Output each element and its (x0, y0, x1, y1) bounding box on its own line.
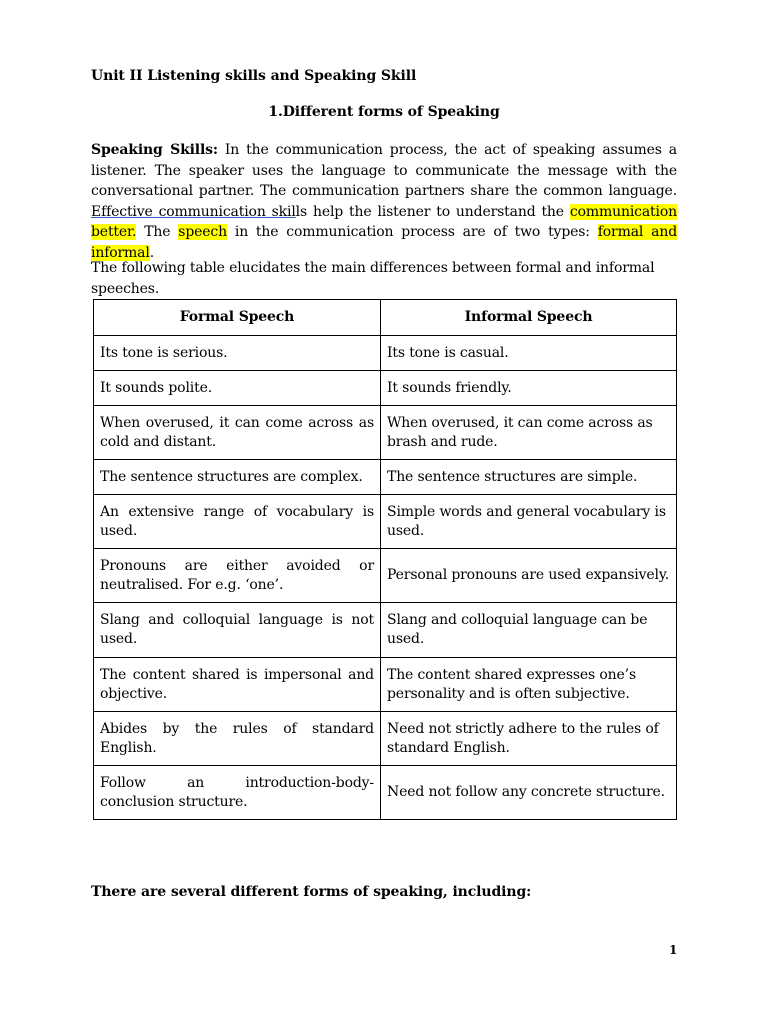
table-row (94, 371, 677, 406)
paragraph-text-3: ls help the listener to understand the (295, 203, 570, 220)
informal-cell: Personal pronouns are used expansively. (381, 549, 677, 603)
formal-cell: Pronouns are either avoided or neutralised. For e.g. ‘one’. (94, 549, 381, 603)
table-row (94, 603, 677, 658)
informal-cell: The sentence structures are simple. (381, 460, 677, 495)
table-row (94, 495, 677, 549)
paragraph-text-2: Effective communication skil (91, 203, 296, 220)
speaking-skills-paragraph (91, 140, 677, 263)
informal-cell: The content shared expresses one’s personality and is often subjective. (381, 658, 677, 712)
unit-title: Unit II Listening skills and Speaking Skill (91, 68, 417, 84)
informal-cell: Its tone is casual. (381, 336, 677, 371)
table-intro: The following table elucidates the main differences between formal and informal speeches. (91, 260, 655, 297)
formal-cell: Slang and colloquial language is not used. (94, 603, 381, 658)
formal-cell: When overused, it can come across as cold and distant. (94, 406, 381, 460)
paragraph-text-5: The (136, 224, 179, 240)
table-row (94, 460, 677, 495)
section-title: 1.Different forms of Speaking (268, 104, 500, 120)
table-row (94, 712, 677, 766)
informal-cell: Slang and colloquial language can be used. (381, 603, 677, 658)
page-number: 1 (669, 943, 678, 957)
table-row (94, 549, 677, 603)
informal-cell: Need not follow any concrete structure. (381, 766, 677, 820)
table-row (94, 766, 677, 820)
informal-cell: When overused, it can come across as brash and rude. (381, 406, 677, 460)
formal-cell: Abides by the rules of standard English. (94, 712, 381, 766)
table-row (94, 406, 677, 460)
informal-cell: Simple words and general vocabulary is used. (381, 495, 677, 549)
highlight-speech: speech (178, 224, 227, 240)
closing-heading: There are several different forms of speaking, including: (91, 884, 532, 900)
table-row (94, 658, 677, 712)
formal-cell: The sentence structures are complex. (94, 460, 381, 495)
header-formal-speech: Formal Speech (94, 300, 381, 336)
header-informal-speech: Informal Speech (381, 300, 677, 336)
formal-cell: It sounds polite. (94, 371, 381, 406)
formal-cell: Follow an introduction-body-conclusion structure. (94, 766, 381, 820)
table-header-row (94, 300, 677, 336)
formal-cell: An extensive range of vocabulary is used. (94, 495, 381, 549)
paragraph-text-7: in the communication process are of two types: (226, 224, 598, 240)
table-row (94, 336, 677, 371)
formal-cell: Its tone is serious. (94, 336, 381, 371)
paragraph-text-1: In the communication process, the act of speaking assumes a listener. The speaker uses the language to communicate the message with the conversational partner. The communication partners share the common language. (91, 142, 678, 199)
informal-cell: It sounds friendly. (381, 371, 677, 406)
paragraph-lead: Speaking Skills: (91, 142, 218, 158)
formal-cell: The content shared is impersonal and objective. (94, 658, 381, 712)
informal-cell: Need not strictly adhere to the rules of standard English. (381, 712, 677, 766)
highlight-formal-informal: formal and informal (91, 224, 678, 261)
highlight-communication-better: communication better. (91, 203, 677, 240)
paragraph-text-9: . (149, 244, 155, 261)
comparison-table (93, 299, 677, 820)
